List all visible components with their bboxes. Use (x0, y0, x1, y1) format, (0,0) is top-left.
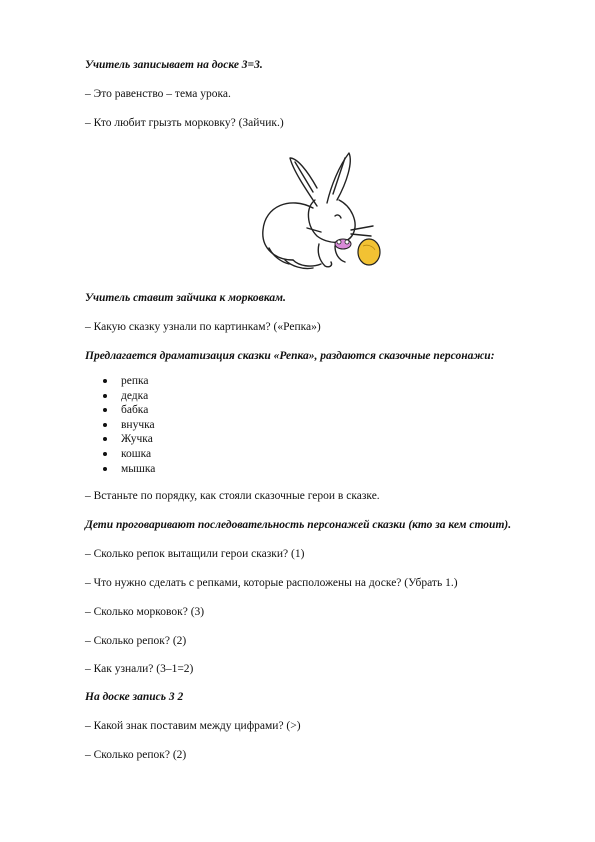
speech-stand-in-order: – Встаньте по порядку, как стояли сказочные герои в сказке. (85, 490, 380, 502)
bullet-icon (103, 423, 107, 427)
speech-what-to-do: – Что нужно сделать с репками, которые расположены на доске? (Убрать 1.) (85, 577, 458, 589)
speech-how-many-turnips-pulled: – Сколько репок вытащили герои сказки? (1) (85, 548, 305, 560)
characters-list (103, 374, 155, 476)
bullet-icon (103, 408, 107, 412)
instruction-sequence: Дети проговаривают последовательность персонажей сказки (кто за кем стоит). (85, 519, 512, 531)
speech-which-sign: – Какой знак поставим между цифрами? (>) (85, 720, 301, 732)
speech-lesson-topic: – Это равенство – тема урока. (85, 88, 231, 100)
list-item: мышка (103, 462, 155, 477)
list-item: Жучка (103, 432, 155, 447)
list-item: репка (103, 374, 155, 389)
instruction-rabbit-to-carrots: Учитель ставит зайчика к морковкам. (85, 292, 286, 304)
speech-how-many-carrots: – Сколько морковок? (3) (85, 606, 205, 618)
instruction-dramatization: Предлагается драматизация сказки «Репка», раздаются сказочные персонажи: (85, 350, 495, 362)
instruction-board-equality: Учитель записывает на доске 3=3. (85, 59, 263, 71)
speech-how-did-you-know: – Как узнали? (3–1=2) (85, 663, 194, 675)
bullet-icon (103, 437, 107, 441)
speech-which-tale: – Какую сказку узнали по картинкам? («Репка») (85, 321, 321, 333)
bullet-icon (103, 394, 107, 398)
bullet-icon (103, 467, 107, 471)
speech-how-many-turnips-again: – Сколько репок? (2) (85, 749, 187, 761)
list-item: внучка (103, 418, 155, 433)
speech-how-many-turnips: – Сколько репок? (2) (85, 635, 187, 647)
list-item: кошка (103, 447, 155, 462)
speech-who-likes-carrot: – Кто любит грызть морковку? (Зайчик.) (85, 117, 284, 129)
bullet-icon (103, 379, 107, 383)
rabbit-with-carrot-icon (255, 148, 387, 276)
instruction-board-record: На доске запись 3 2 (85, 691, 184, 703)
list-item: дедка (103, 389, 155, 404)
bullet-icon (103, 452, 107, 456)
list-item: бабка (103, 403, 155, 418)
